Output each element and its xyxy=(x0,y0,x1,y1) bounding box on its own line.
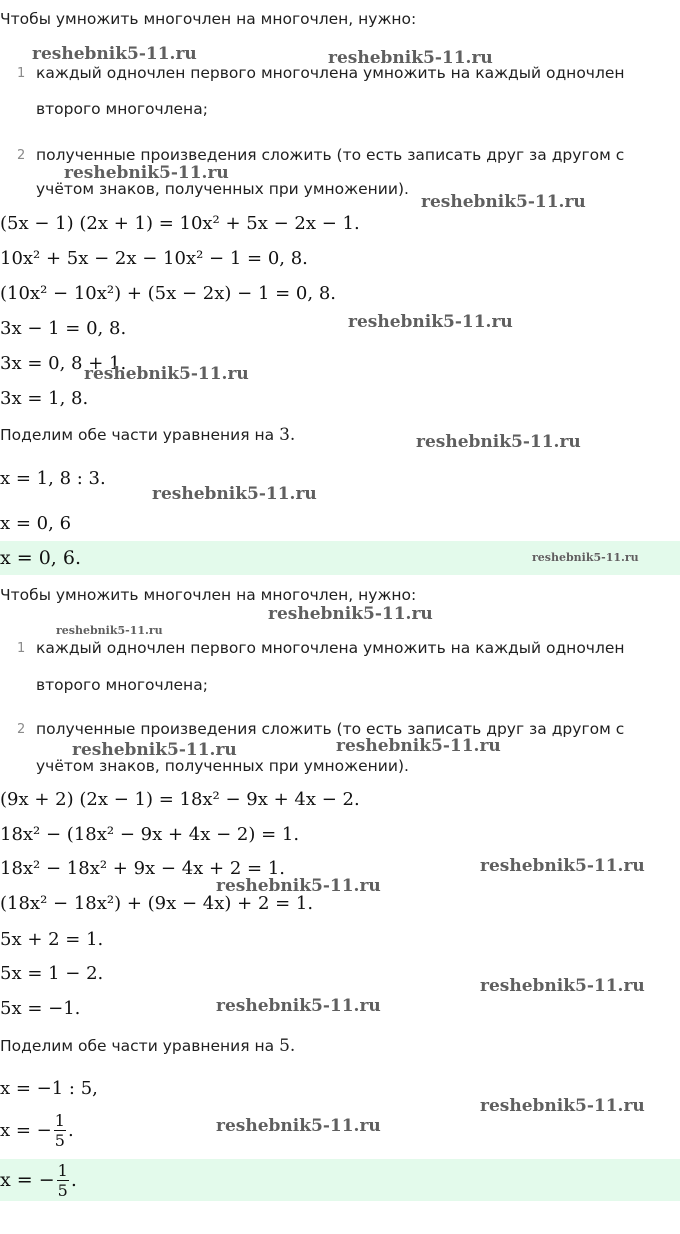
step-text: учётом знаков, полученных при умножении). xyxy=(36,180,409,198)
watermark: reshebnik5-11.ru xyxy=(216,1116,381,1136)
equation: 5x = 1 − 2. xyxy=(0,963,104,984)
answer-highlight xyxy=(0,1159,680,1201)
numerator: 1 xyxy=(54,1111,65,1130)
divide-instruction xyxy=(0,425,295,445)
watermark: reshebnik5-11.ru xyxy=(336,736,501,756)
equation: 18x² − 18x² + 9x − 4x + 2 = 1. xyxy=(0,858,286,879)
step-text: полученные произведения сложить (то есть записать друг за другом с xyxy=(36,720,625,738)
watermark: reshebnik5-11.ru xyxy=(328,48,493,68)
equation: 10x² + 5x − 2x − 10x² − 1 = 0, 8. xyxy=(0,248,308,269)
watermark: reshebnik5-11.ru xyxy=(32,44,197,64)
list-number: 1 xyxy=(17,641,26,656)
watermark: reshebnik5-11.ru xyxy=(421,192,586,212)
equation: x = 1, 8 : 3. xyxy=(0,468,106,489)
intro-text: Чтобы умножить многочлен на многочлен, нужно: xyxy=(0,10,417,28)
list-number: 2 xyxy=(17,722,26,737)
answer-highlight xyxy=(0,541,680,575)
intro-text: Чтобы умножить многочлен на многочлен, нужно: xyxy=(0,586,417,604)
equation: 5x = −1. xyxy=(0,998,81,1019)
divide-text: Поделим обе части уравнения на xyxy=(0,426,275,444)
watermark: reshebnik5-11.ru xyxy=(532,551,639,564)
equation: (5x − 1) (2x + 1) = 10x² + 5x − 2x − 1. xyxy=(0,213,360,234)
step-text: второго многочлена; xyxy=(36,100,208,118)
equation-fraction xyxy=(0,1112,74,1150)
equation: 3x = 1, 8. xyxy=(0,388,89,409)
equation-suffix: . xyxy=(67,1120,74,1141)
equation: 3x − 1 = 0, 8. xyxy=(0,318,127,339)
watermark: reshebnik5-11.ru xyxy=(216,996,381,1016)
list-number: 1 xyxy=(17,66,26,81)
equation: (9x + 2) (2x − 1) = 18x² − 9x + 4x − 2. xyxy=(0,789,360,810)
numerator: 1 xyxy=(57,1161,68,1180)
fraction xyxy=(57,1163,69,1199)
divide-number: 5. xyxy=(279,1036,296,1056)
watermark: reshebnik5-11.ru xyxy=(348,312,513,332)
equation: 3x = 0, 8 + 1. xyxy=(0,353,127,374)
step-text: учётом знаков, полученных при умножении). xyxy=(36,757,409,775)
answer xyxy=(0,1160,77,1200)
step-text: каждый одночлен первого многочлена умножить на каждый одночлен xyxy=(36,64,625,82)
answer: x = 0, 6. xyxy=(0,547,82,569)
denominator: 5 xyxy=(54,1131,65,1150)
step-text: полученные произведения сложить (то есть записать друг за другом с xyxy=(36,146,625,164)
equation: (18x² − 18x²) + (9x − 4x) + 2 = 1. xyxy=(0,893,314,914)
watermark: reshebnik5-11.ru xyxy=(480,856,645,876)
divide-text: Поделим обе части уравнения на xyxy=(0,1037,275,1055)
equation: 5x + 2 = 1. xyxy=(0,929,104,950)
answer-suffix: . xyxy=(70,1169,77,1191)
watermark: reshebnik5-11.ru xyxy=(216,876,381,896)
step-text: каждый одночлен первого многочлена умножить на каждый одночлен xyxy=(36,639,625,657)
fraction xyxy=(54,1113,66,1149)
divide-instruction xyxy=(0,1036,295,1056)
equation: x = −1 : 5, xyxy=(0,1078,98,1099)
answer-prefix: x = − xyxy=(0,1169,55,1191)
watermark: reshebnik5-11.ru xyxy=(268,604,433,624)
watermark: reshebnik5-11.ru xyxy=(84,364,249,384)
watermark: reshebnik5-11.ru xyxy=(416,432,581,452)
equation: (10x² − 10x²) + (5x − 2x) − 1 = 0, 8. xyxy=(0,283,336,304)
denominator: 5 xyxy=(57,1181,68,1200)
watermark: reshebnik5-11.ru xyxy=(480,1096,645,1116)
equation: 18x² − (18x² − 9x + 4x − 2) = 1. xyxy=(0,824,300,845)
watermark: reshebnik5-11.ru xyxy=(56,624,163,637)
equation-prefix: x = − xyxy=(0,1120,52,1141)
watermark: reshebnik5-11.ru xyxy=(72,740,237,760)
watermark: reshebnik5-11.ru xyxy=(480,976,645,996)
watermark: reshebnik5-11.ru xyxy=(152,484,317,504)
equation: x = 0, 6 xyxy=(0,513,72,534)
watermark: reshebnik5-11.ru xyxy=(64,163,229,183)
divide-number: 3. xyxy=(279,425,296,445)
list-number: 2 xyxy=(17,148,26,163)
step-text: второго многочлена; xyxy=(36,676,208,694)
